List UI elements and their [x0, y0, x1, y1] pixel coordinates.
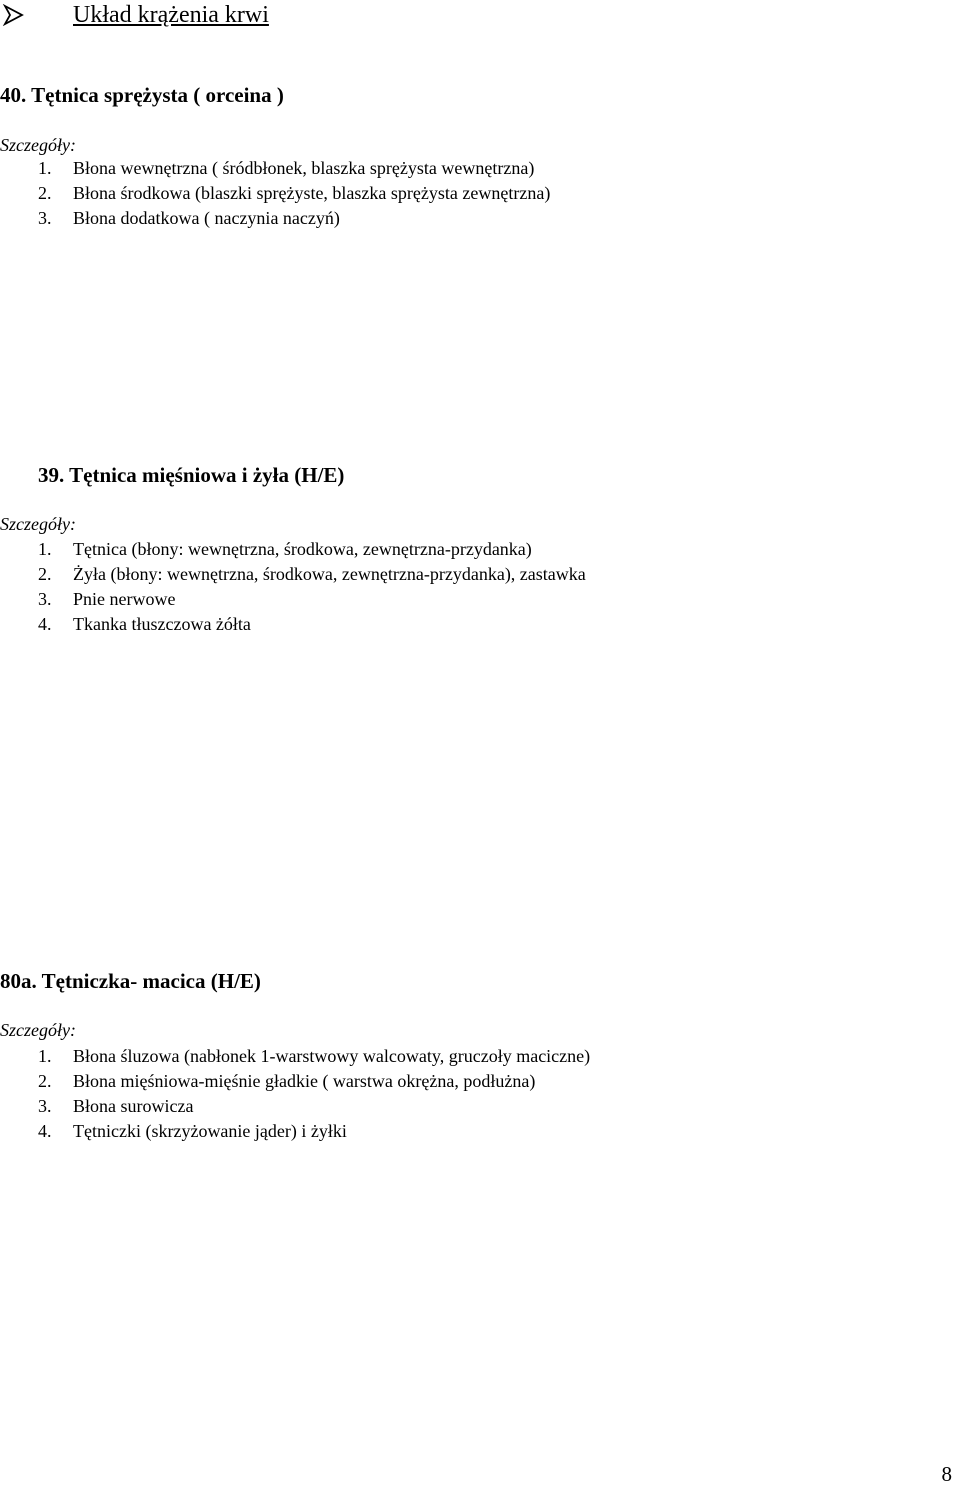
item-number: 1.	[38, 1046, 52, 1066]
item-number: 2.	[38, 1071, 52, 1091]
main-heading	[40, 0, 269, 30]
page-number: 8	[941, 1462, 952, 1486]
item-number: 2.	[38, 183, 52, 203]
item-text: Tkanka tłuszczowa żółta	[73, 614, 251, 634]
arrow-bullet-icon	[2, 4, 26, 26]
item-number: 4.	[38, 1121, 52, 1141]
details-label: Szczegóły:	[0, 135, 76, 155]
item-text: Błona śluzowa (nabłonek 1-warstwowy walcowaty, gruczoły maciczne)	[73, 1046, 591, 1066]
item-text: Błona mięśniowa-mięśnie gładkie ( warstwa okrężna, podłużna)	[73, 1071, 536, 1091]
item-text: Tętnica (błony: wewnętrzna, środkowa, zewnętrzna-przydanka)	[73, 539, 532, 559]
item-text: Pnie nerwowe	[73, 589, 176, 609]
item-number: 3.	[38, 208, 52, 228]
item-text: Żyła (błony: wewnętrzna, środkowa, zewnętrzna-przydanka), zastawka	[73, 564, 586, 584]
item-text: Błona środkowa (blaszki sprężyste, blaszka sprężysta zewnętrzna)	[73, 183, 551, 203]
item-text: Błona dodatkowa ( naczynia naczyń)	[73, 208, 340, 228]
item-number: 1.	[38, 158, 52, 178]
item-number: 2.	[38, 564, 52, 584]
details-label: Szczegóły:	[0, 1020, 76, 1040]
item-text: Błona wewnętrzna ( śródbłonek, blaszka sprężysta wewnętrzna)	[73, 158, 535, 178]
section-title: 80a. Tętniczka- macica (H/E)	[0, 969, 261, 993]
section-title: 39. Tętnica mięśniowa i żyła (H/E)	[38, 463, 345, 487]
section-title: 40. Tętnica sprężysta ( orceina )	[0, 83, 284, 107]
item-text: Błona surowicza	[73, 1096, 194, 1116]
item-number: 3.	[38, 589, 52, 609]
details-label: Szczegóły:	[0, 514, 76, 534]
item-text: Tętniczki (skrzyżowanie jąder) i żyłki	[73, 1121, 347, 1141]
main-heading-text: Układ krążenia krwi	[73, 2, 269, 28]
item-number: 4.	[38, 614, 52, 634]
item-number: 3.	[38, 1096, 52, 1116]
item-number: 1.	[38, 539, 52, 559]
